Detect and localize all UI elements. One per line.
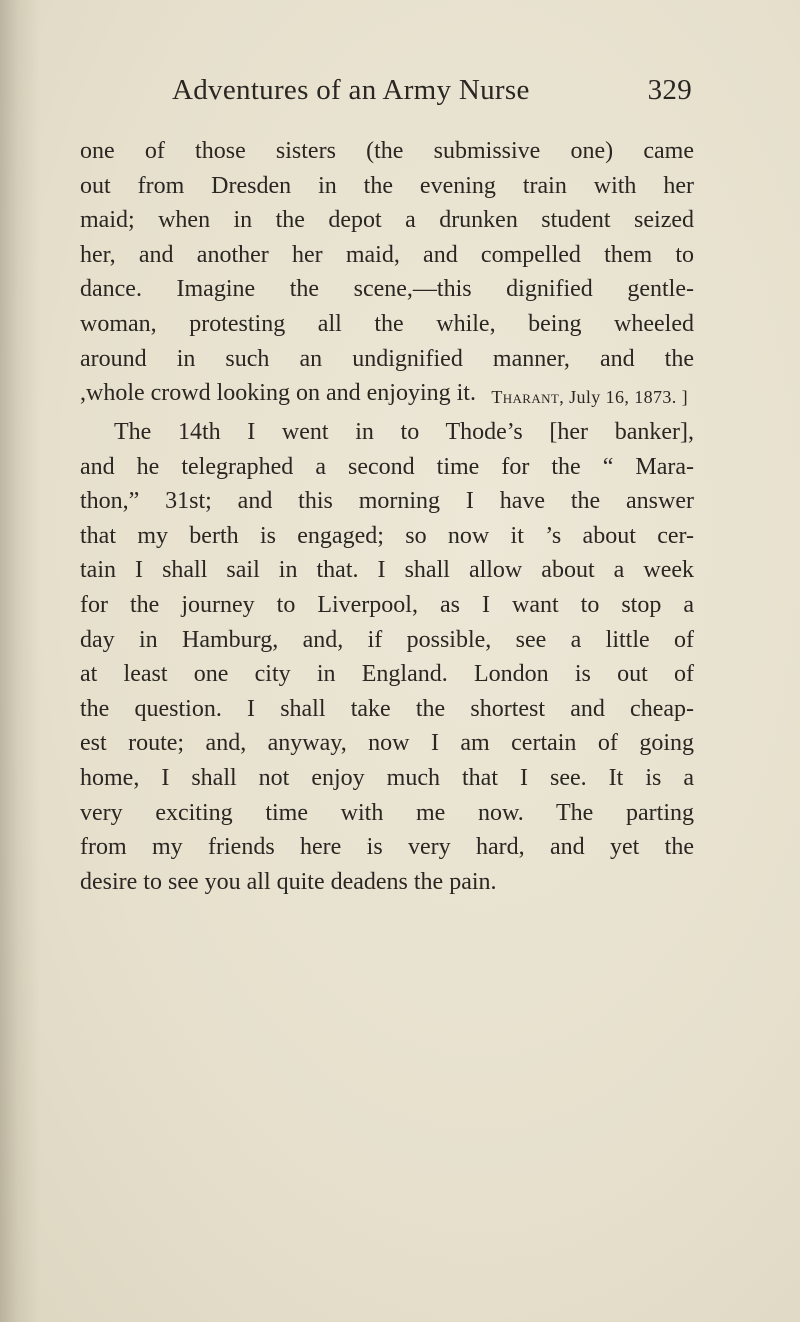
text-line: that my berth is engaged; so now it ’s about cer- [80,522,694,549]
text-line: her, and another her maid, and compelled them to [80,241,694,268]
text-line: est route; and, anyway, now I am certain of going [80,730,694,757]
text-line: desire to see you all quite deadens the pain. [80,868,497,895]
text-line: home, I shall not enjoy much that I see. It is a [80,764,694,791]
text-line: for the journey to Liverpool, as I want to stop a [80,591,694,618]
text-line: thon,” 31st; and this morning I have the answer [80,488,694,515]
text-line: from my friends here is very hard, and yet the [80,834,694,861]
text-line: woman, protesting all the while, being wheeled [80,310,694,337]
text-line: tain I shall sail in that. I shall allow about a week [80,557,694,584]
letter-dateline [80,387,688,408]
text-line: The 14th I went in to Thode’s [her banker], [114,419,694,445]
dateline-place: Tharant, [491,387,565,407]
page-number: 329 [647,74,692,106]
text-line: and he telegraphed a second time for the “ Mara- [80,453,694,480]
text-line: very exciting time with me now. The parting [80,799,694,826]
text-line: day in Hamburg, and, if possible, see a little of [80,626,694,653]
text-line: dance. Imagine the scene,—this dignified gentle- [80,276,694,303]
text-line: maid; when in the depot a drunken student seized [80,207,694,234]
text-line: around in such an undignified manner, and the [80,345,694,372]
paragraph-2 [80,415,694,899]
running-header [172,74,692,107]
text-line: ,whole crowd looking on and enjoying it. [80,380,476,407]
text-line: at least one city in England. London is out of [80,661,694,688]
text-line: out from Dresden in the evening train with her [80,172,694,199]
dateline-date: July 16, 1873. ] [564,387,688,407]
text-line: the question. I shall take the shortest and cheap- [80,695,694,722]
paragraph-1 [80,134,694,411]
text-line: one of those sisters (the submissive one) came [80,138,694,164]
book-title: Adventures of an Army Nurse [172,74,530,106]
